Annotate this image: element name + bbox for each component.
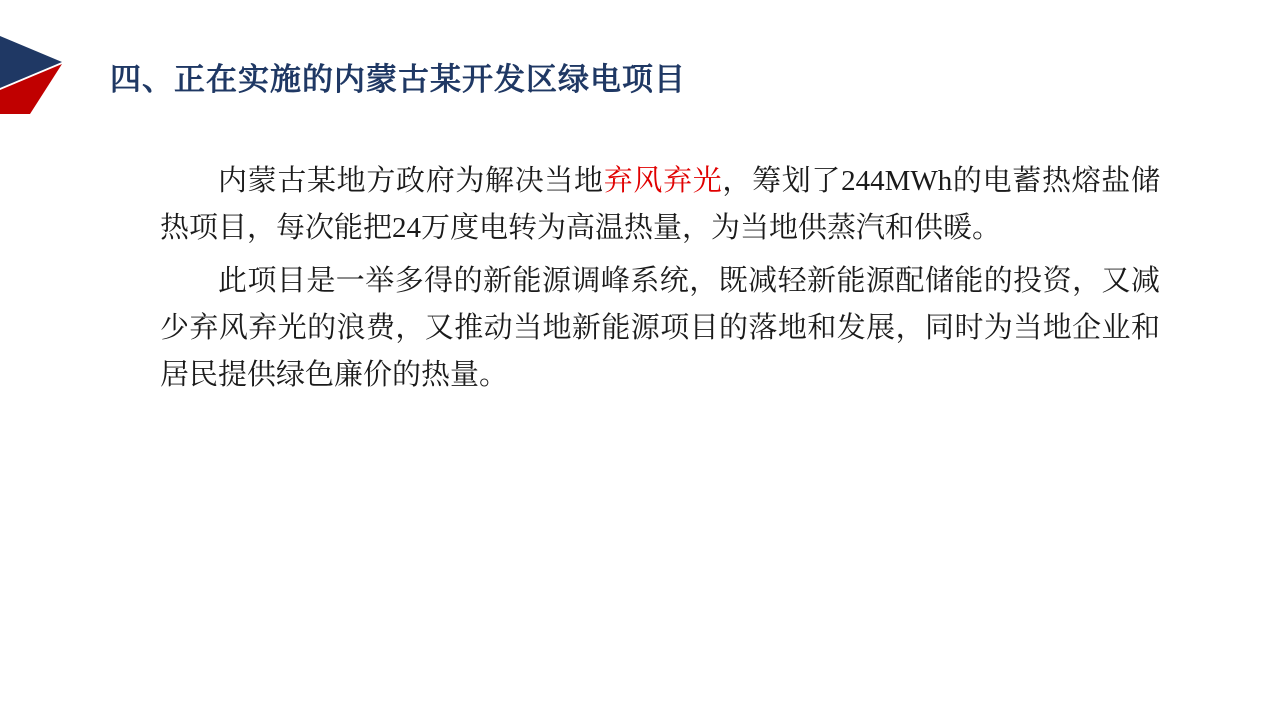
- paragraph-1: [160, 158, 1160, 252]
- body-content: [160, 158, 1160, 401]
- flag-triangle-decoration-icon: [0, 36, 80, 122]
- paragraph-1-segment-3: ，筹划了244MWh的电蓄热熔盐储热项目，每次能把24万度电转为高温热量，为当地供蒸汽和供暖。: [160, 165, 1160, 244]
- paragraph-2: [160, 258, 1160, 399]
- paragraph-1-highlight: 弃风弃光: [603, 165, 723, 197]
- paragraph-1-segment-1: 内蒙古某地方政府为解决当地: [218, 165, 604, 197]
- page-title-text: 四、正在实施的内蒙古某开发区绿电项目: [110, 62, 686, 98]
- paragraph-2-segment-1: 此项目是一举多得的新能源调峰系统，既减轻新能源配储能的投资，又减少弃风弃光的浪费，又推动当地新能源项目的落地和发展，同时为当地企业和居民提供绿色廉价的热量。: [160, 264, 1160, 391]
- page-title: [110, 52, 686, 108]
